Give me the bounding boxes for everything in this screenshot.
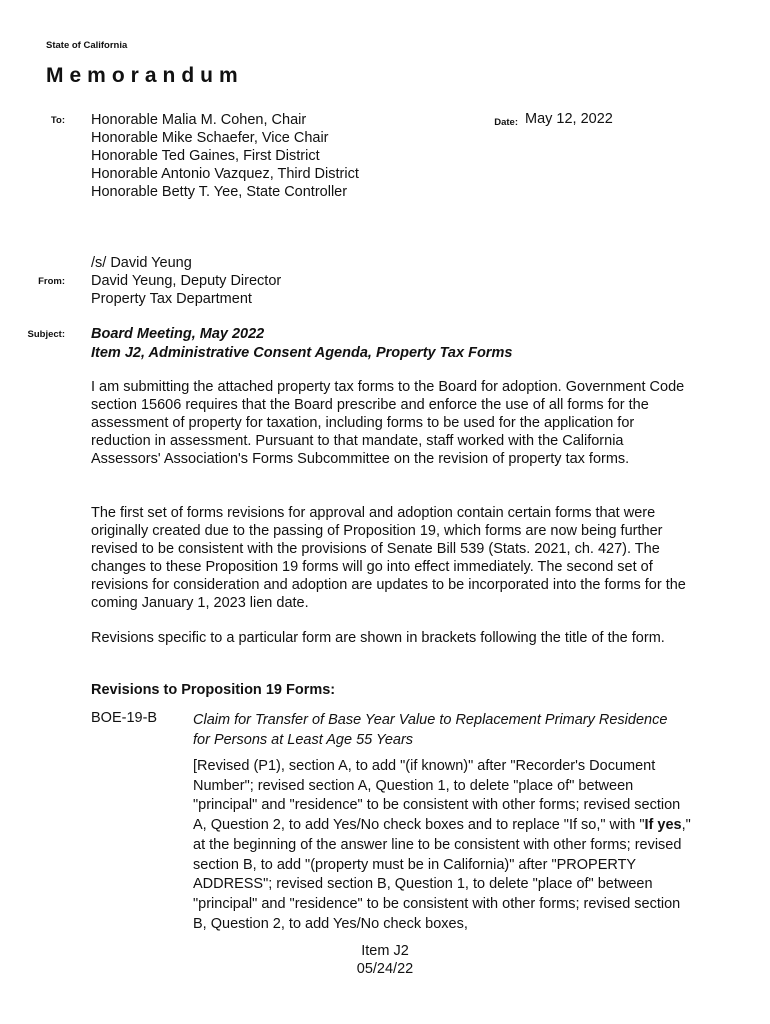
section-heading: Revisions to Proposition 19 Forms:: [91, 682, 336, 698]
sender-department: Property Tax Department: [91, 291, 252, 307]
body-paragraph-3: Revisions specific to a particular form are shown in brackets following the title of the form.: [91, 630, 665, 646]
revision-text-bold: If yes: [644, 817, 682, 834]
form-title: Claim for Transfer of Base Year Value to Replacement Primary Residence for Persons at Least Age 55 Years: [193, 712, 668, 748]
sender-block: [91, 254, 281, 308]
body-paragraph-1: I am submitting the attached property tax forms to the Board for adoption. Government Code section 15606 requires that the Board prescribe and enforce the use of all forms for the assessment of property for taxation, including forms to be used for the application for reduction in assessment. Pursuant to that mandate, staff worked with the California Assessors' Association's Forms Subcommittee on the revision of property tax forms.: [91, 379, 685, 467]
to-label: To:: [50, 115, 65, 126]
subject-line: Board Meeting, May 2022: [91, 326, 265, 342]
recipient: Honorable Mike Schaefer, Vice Chair: [91, 130, 329, 146]
revision-description: [193, 757, 693, 934]
page-footer: [320, 942, 450, 978]
subject-line: Item J2, Administrative Consent Agenda, Property Tax Forms: [91, 345, 513, 361]
revision-text-b: ," at the beginning of the answer line to be consistent with other forms; revised section B, to add "(property must be in California)" after "PROPERTY ADDRESS"; revised section B, Question 1, to delete "place of" between "principal" and "residence" to be consistent with other forms; revised section B, Question 2, to add Yes/No check boxes,: [193, 817, 691, 932]
memo-title: Memorandum: [46, 64, 244, 87]
from-label: From:: [38, 276, 65, 287]
sender-name: David Yeung, Deputy Director: [91, 273, 282, 289]
footer-date: 05/24/22: [356, 961, 414, 977]
subject-block: [91, 325, 512, 363]
recipient: Honorable Malia M. Cohen, Chair: [91, 112, 307, 128]
agency-name: State of California: [46, 40, 128, 51]
subject-label: Subject:: [27, 329, 65, 340]
revision-text-a: [Revised (P1), section A, to add "(if known)" after "Recorder's Document Number"; revised section A, Question 1, to delete "place of" between "principal" and "residence" to be consistent with other forms; revised section A, Question 2, to add Yes/No check boxes and to replace "If so," with ": [193, 758, 681, 834]
form-code: BOE-19-B: [91, 710, 158, 726]
recipient: Honorable Betty T. Yee, State Controller: [91, 184, 348, 200]
footer-item: Item J2: [361, 943, 409, 959]
memo-date: May 12, 2022: [525, 111, 613, 127]
recipients-list: [91, 111, 359, 201]
recipient: Honorable Ted Gaines, First District: [91, 148, 320, 164]
recipient: Honorable Antonio Vazquez, Third District: [91, 166, 359, 182]
date-label: Date:: [494, 117, 518, 128]
signature-line: /s/ David Yeung: [91, 255, 192, 271]
body-paragraph-2: The first set of forms revisions for approval and adoption contain certain forms that were originally created due to the passing of Proposition 19, which forms are now being further revised to be consistent with the provisions of Senate Bill 539 (Stats. 2021, ch. 427). The changes to these Proposition 19 forms will go into effect immediately. The second set of revisions for consideration and adoption are updates to be incorporated into the forms for the coming January 1, 2023 lien date.: [91, 505, 686, 611]
